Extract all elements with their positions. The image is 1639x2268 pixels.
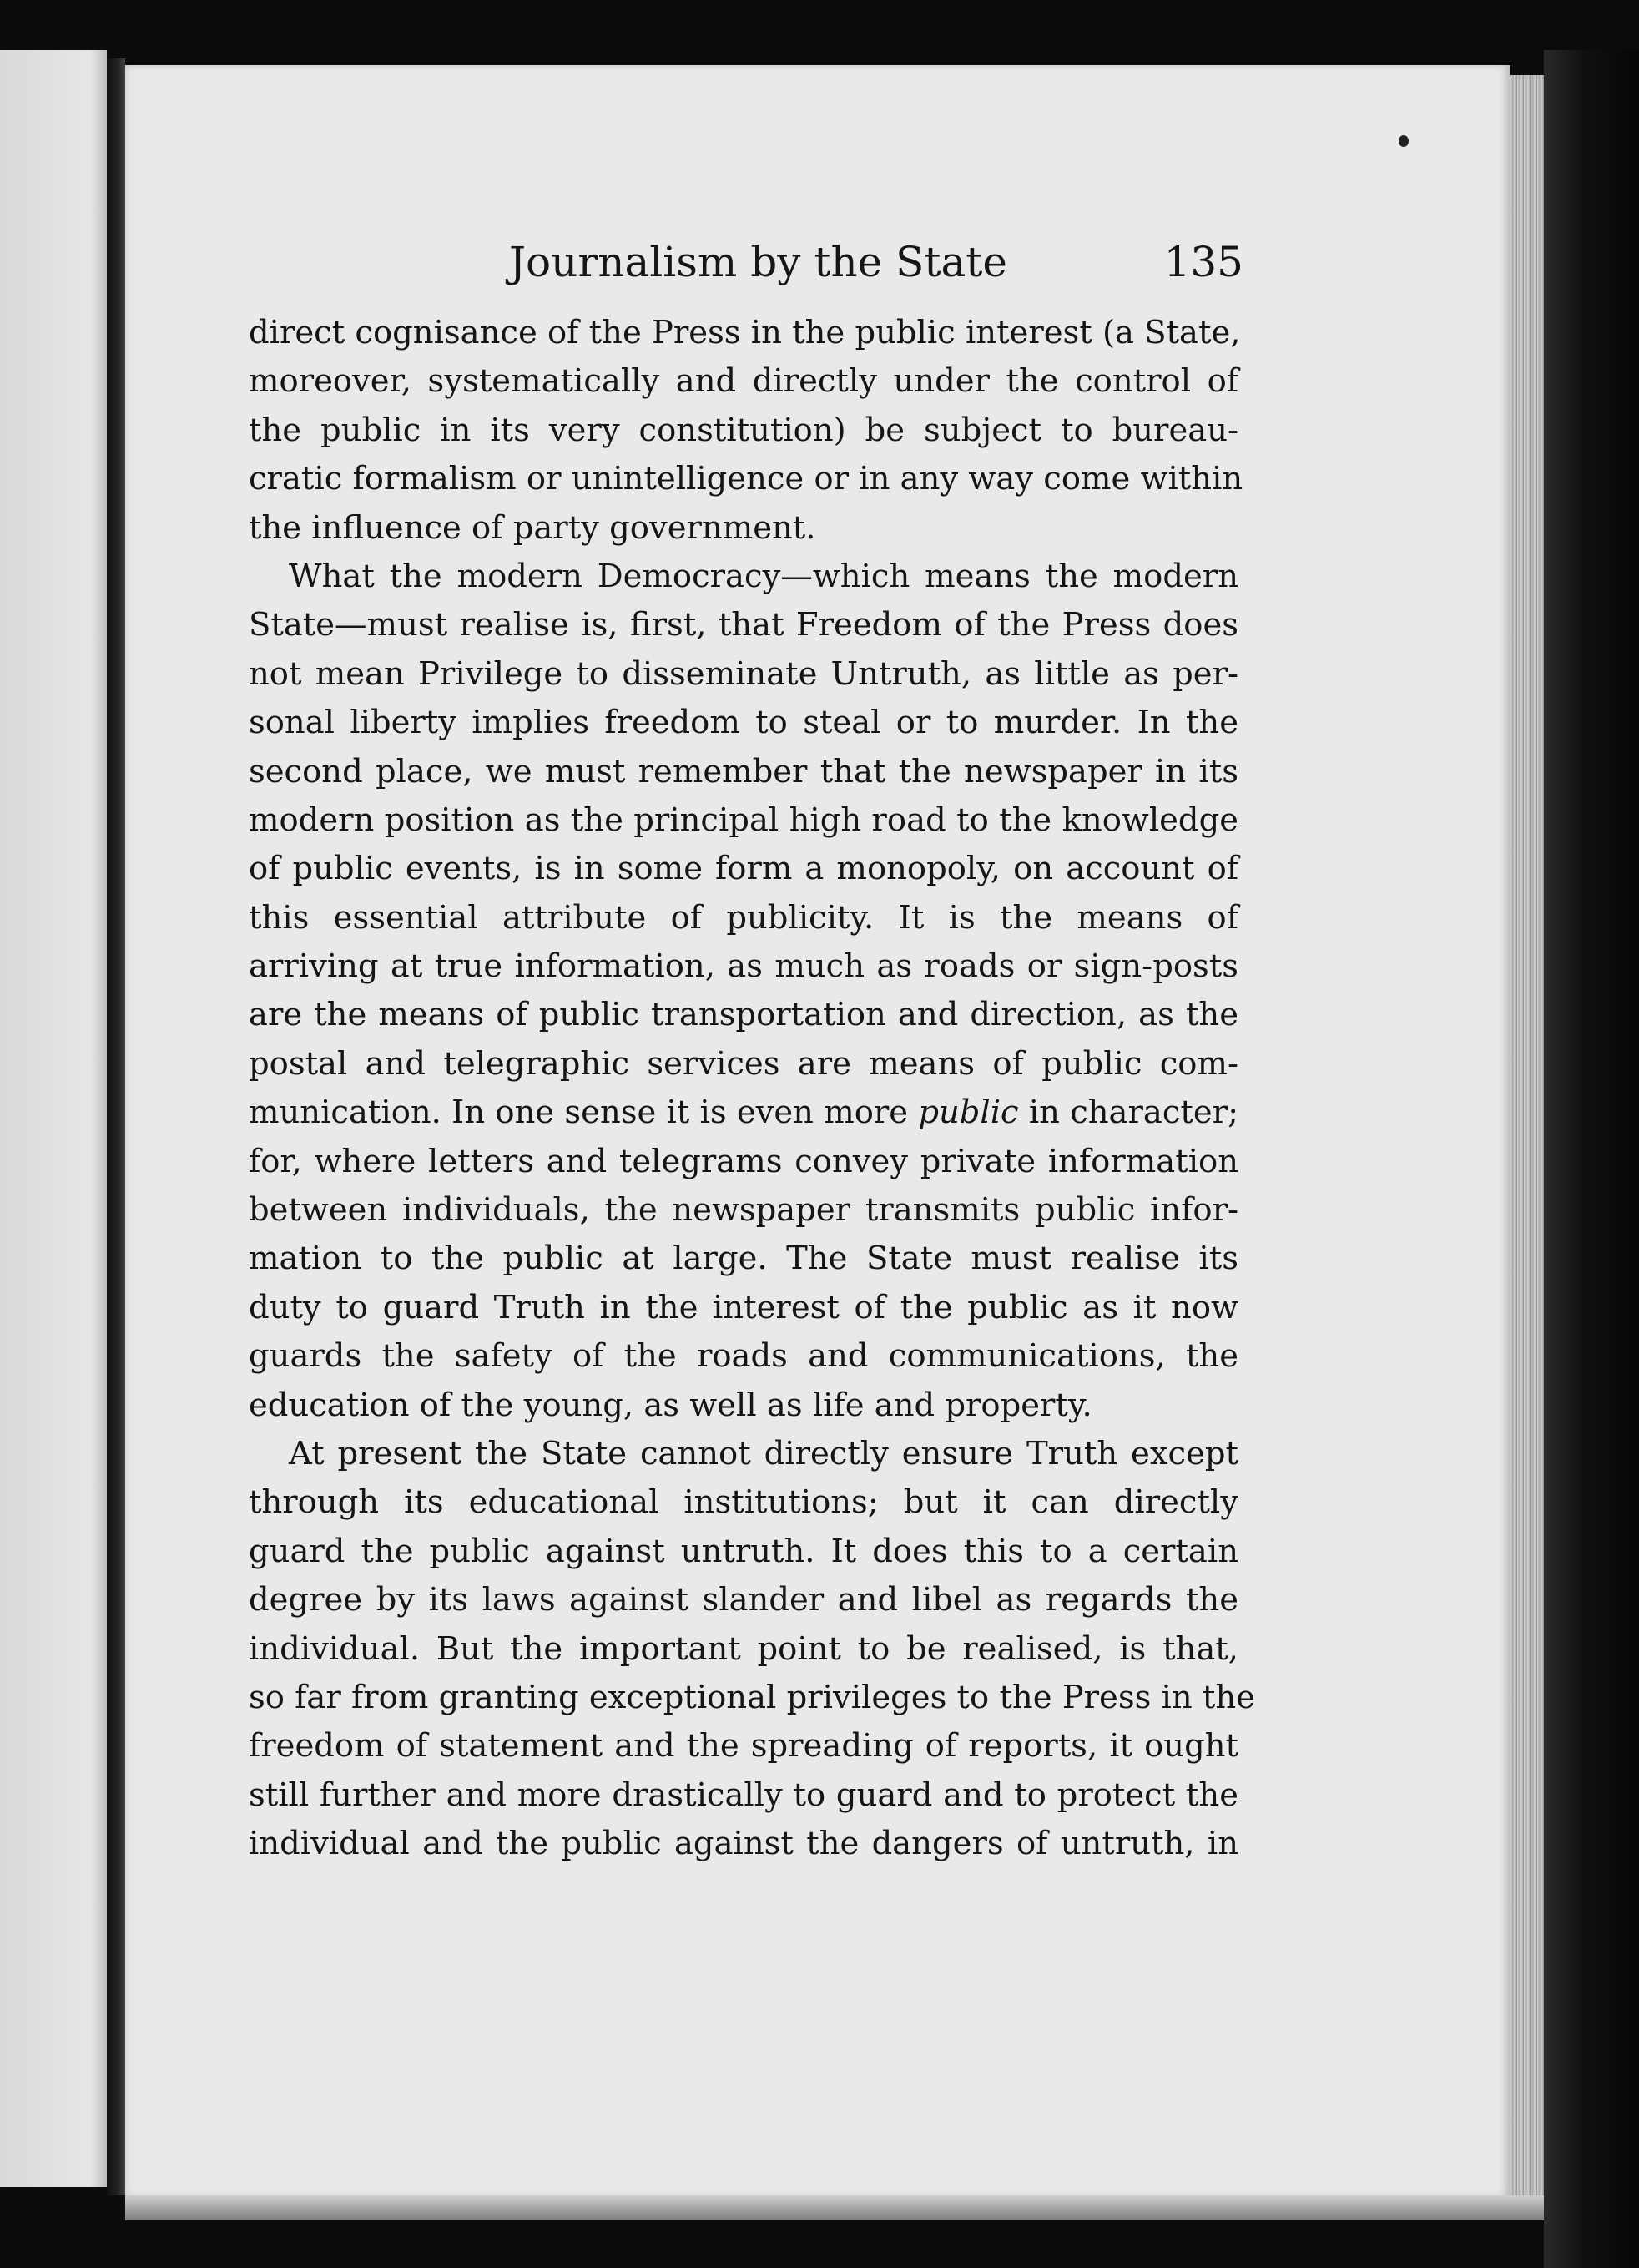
text-line: guard the public against untruth. It does this to a certain <box>249 1532 1238 1570</box>
text-segment: in character; <box>1018 1094 1239 1132</box>
gutter-shadow <box>107 58 125 2195</box>
text-line-with-italic <box>249 1089 1238 1137</box>
text-line: so far from granting exceptional privileges to the Press in the <box>249 1678 1255 1716</box>
text-line: between individuals, the newspaper transmits public infor- <box>249 1191 1238 1230</box>
text-line: cratic formalism or unintelligence or in any way come within <box>249 460 1243 498</box>
page-bottom-edge <box>125 2195 1544 2220</box>
text-line: not mean Privilege to disseminate Untruth, as little as per- <box>249 654 1238 693</box>
italic-word: public <box>918 1094 1019 1132</box>
text-line: education of the young, as well as life and property. <box>249 1386 1092 1424</box>
page-fore-edge <box>1510 75 1544 2212</box>
text-line: postal and telegraphic services are means of public com- <box>249 1044 1238 1083</box>
text-line: degree by its laws against slander and libel as regards the <box>249 1581 1238 1619</box>
text-line: still further and more drastically to guard and to protect the <box>249 1776 1238 1814</box>
text-line: of public events, is in some form a monopoly, on account of <box>249 850 1238 888</box>
body-text <box>249 309 1255 1869</box>
text-line: freedom of statement and the spreading of reports, it ought <box>249 1727 1238 1765</box>
text-line: At present the State cannot directly ensure Truth except <box>289 1434 1238 1472</box>
text-line: are the means of public transportation and direction, as the <box>249 996 1238 1034</box>
text-line: mation to the public at large. The State must realise its <box>249 1240 1238 1278</box>
text-line: the public in its very constitution) be subject to bureau- <box>249 411 1238 449</box>
text-line: arriving at true information, as much as roads or sign-posts <box>249 947 1238 986</box>
text-line: individual. But the important point to be realised, is that, <box>249 1629 1238 1668</box>
running-header <box>509 238 1243 296</box>
ink-speck <box>1399 135 1409 147</box>
page-number: 135 <box>1163 238 1243 286</box>
text-line: through its educational institutions; but it can directly <box>249 1483 1238 1522</box>
text-line: the influence of party government. <box>249 508 816 547</box>
text-segment: munication. In one sense it is even more <box>249 1094 919 1132</box>
text-line: direct cognisance of the Press in the public interest (a State, <box>249 314 1241 351</box>
running-title: Journalism by the State <box>509 238 1007 286</box>
text-line: this essential attribute of publicity. It is the means of <box>249 898 1238 937</box>
text-line: moreover, systematically and directly under the control of <box>249 362 1238 401</box>
text-line: guards the safety of the roads and communications, the <box>249 1337 1238 1376</box>
text-line: second place, we must remember that the newspaper in its <box>249 752 1238 791</box>
text-line: What the modern Democracy—which means the modern <box>289 557 1238 595</box>
text-line: sonal liberty implies freedom to steal or to murder. In the <box>249 704 1238 742</box>
text-line: modern position as the principal high road to the knowledge <box>249 801 1238 839</box>
text-line: duty to guard Truth in the interest of the public as it now <box>249 1288 1238 1326</box>
left-page-edge <box>0 50 107 2187</box>
text-line: State—must realise is, first, that Freedom of the Press does <box>249 606 1238 644</box>
text-line: for, where letters and telegrams convey private information <box>249 1142 1238 1180</box>
text-line: individual and the public against the dangers of untruth, in <box>249 1825 1238 1863</box>
book-binding <box>1544 50 1639 2268</box>
